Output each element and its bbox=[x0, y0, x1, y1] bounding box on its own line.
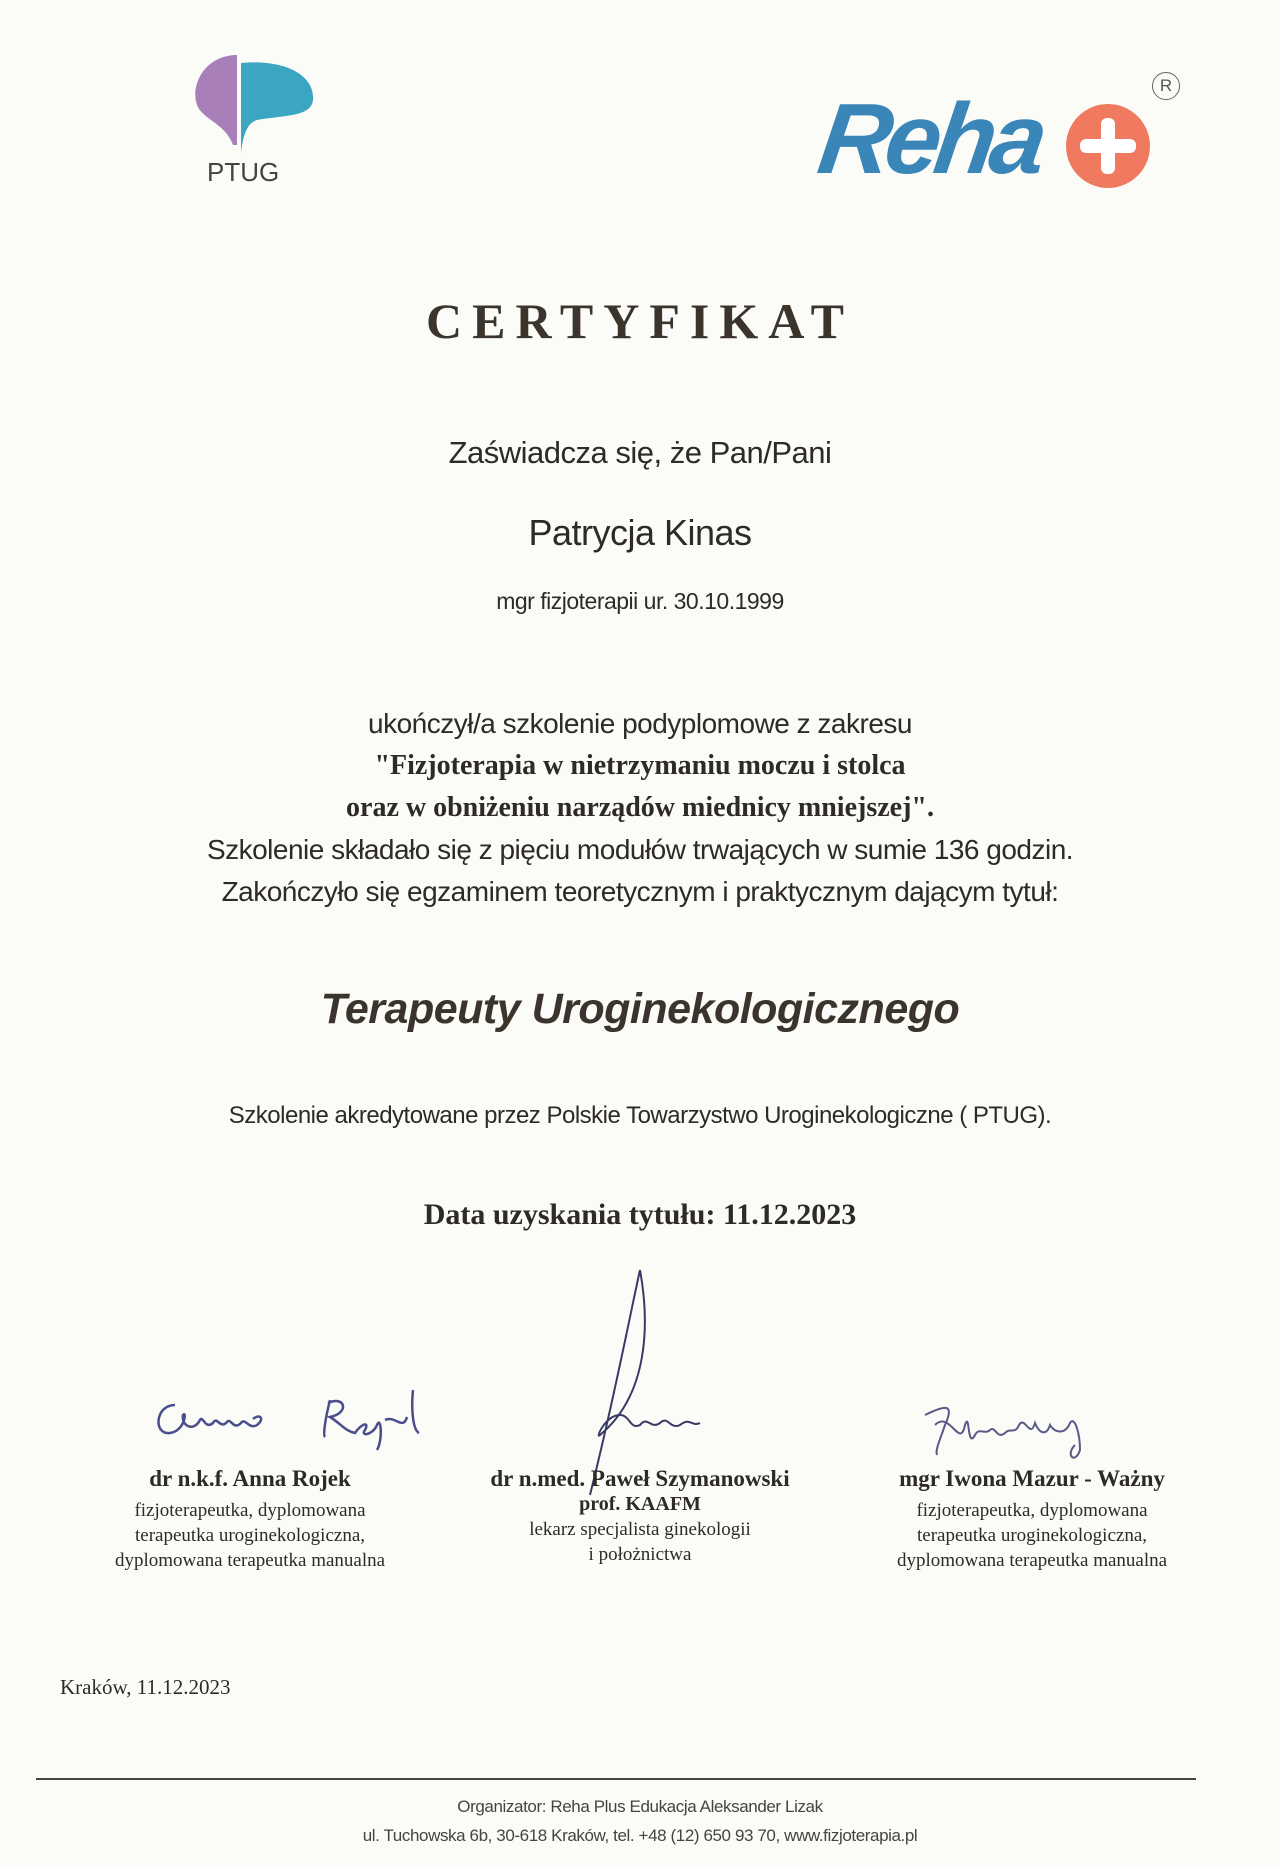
ptug-label: PTUG bbox=[207, 157, 280, 187]
signatory-1 bbox=[50, 1466, 450, 1573]
signatory-name: dr n.k.f. Anna Rojek bbox=[149, 1466, 351, 1491]
plus-circle-icon bbox=[1065, 103, 1151, 189]
registered-mark: R bbox=[1152, 72, 1180, 100]
signature-anna-rojek bbox=[145, 1375, 435, 1455]
accreditation-text: Szkolenie akredytowane przez Polskie Towarzystwo Uroginekologiczne ( PTUG). bbox=[228, 1102, 1052, 1129]
signatory-name: mgr Iwona Mazur - Ważny bbox=[899, 1466, 1165, 1491]
body-line-5: Zakończyło się egzaminem teoretycznym i praktycznym dającym tytuł: bbox=[221, 876, 1059, 907]
signatory-credential: fizjoterapeutka, dyplomowana bbox=[916, 1500, 1148, 1521]
course-name-line-2: oraz w obniżeniu narządów miednicy mniejszej". bbox=[346, 792, 934, 823]
signatory-name: dr n.med. Paweł Szymanowski bbox=[490, 1466, 790, 1491]
signature-iwona-mazur-wazny bbox=[915, 1395, 1115, 1470]
body-line-1: ukończył/a szkolenie podyplomowe z zakresu bbox=[368, 708, 912, 739]
footer-address: ul. Tuchowska 6b, 30-618 Kraków, tel. +48 (12) 650 93 70, www.fizjoterapia.pl bbox=[362, 1826, 918, 1845]
signatory-credential: terapeutka uroginekologiczna, bbox=[916, 1525, 1147, 1546]
ptug-logo bbox=[185, 45, 325, 195]
recipient-name: Patrycja Kinas bbox=[528, 512, 752, 553]
signatory-credential: i położnictwa bbox=[588, 1544, 692, 1565]
signatory-credential: dyplomowana terapeutka manualna bbox=[896, 1550, 1168, 1571]
reha-text: Reha bbox=[812, 83, 1049, 195]
certificate-title: CERTYFIKAT bbox=[426, 293, 854, 349]
signatory-credential: fizjoterapeutka, dyplomowana bbox=[134, 1500, 366, 1521]
awarded-title: Terapeuty Uroginekologicznego bbox=[320, 985, 960, 1033]
title-date: Data uzyskania tytułu: 11.12.2023 bbox=[423, 1198, 857, 1231]
footer-divider bbox=[36, 1778, 1196, 1780]
reha-plus-logo bbox=[812, 68, 1200, 198]
footer-organizer: Organizator: Reha Plus Edukacja Aleksander Lizak bbox=[457, 1797, 823, 1816]
signatory-credential: terapeutka uroginekologiczna, bbox=[134, 1525, 365, 1546]
signatory-credential: dyplomowana terapeutka manualna bbox=[114, 1550, 386, 1571]
place-date: Kraków, 11.12.2023 bbox=[60, 1675, 231, 1699]
degree-birth: mgr fizjoterapii ur. 30.10.1999 bbox=[496, 588, 784, 614]
signatory-2 bbox=[440, 1466, 840, 1567]
body-line-4: Szkolenie składało się z pięciu modułów trwających w sumie 136 godzin. bbox=[206, 834, 1074, 865]
signatory-3 bbox=[832, 1466, 1232, 1573]
intro-text: Zaświadcza się, że Pan/Pani bbox=[448, 435, 832, 470]
signatory-credential: prof. KAAFM bbox=[579, 1493, 701, 1515]
signatory-credential: lekarz specjalista ginekologii bbox=[529, 1519, 751, 1540]
course-name-line-1: "Fizjoterapia w nietrzymaniu moczu i stolca bbox=[374, 750, 906, 781]
